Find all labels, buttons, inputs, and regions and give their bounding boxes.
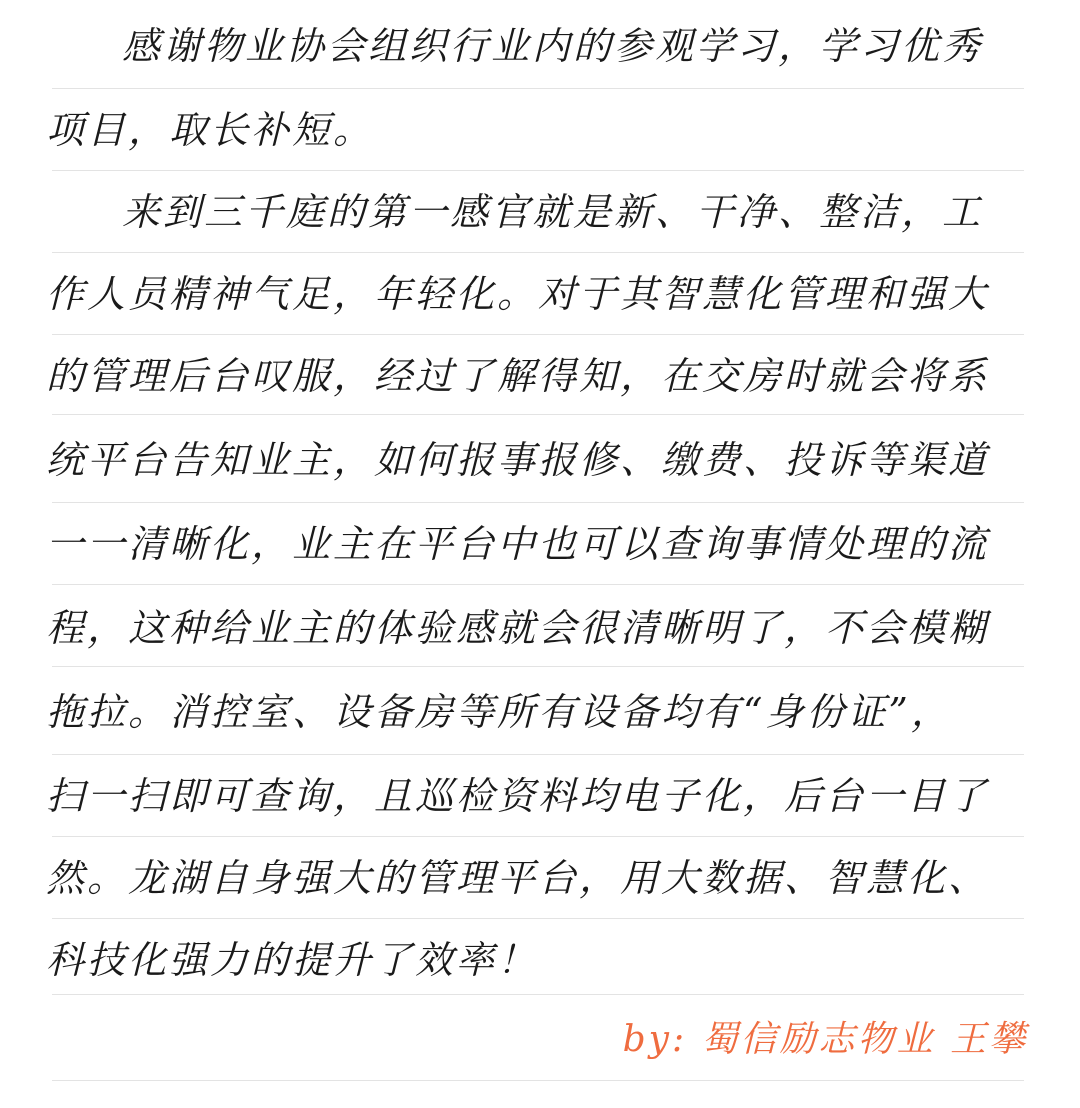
ruled-line	[52, 252, 1024, 253]
text-line: 科技化强力的提升了效率！	[46, 938, 539, 982]
text-line: 一一清晰化，业主在平台中也可以查询事情处理的流	[46, 522, 990, 566]
ruled-line	[52, 502, 1024, 503]
text-line: 来到三千庭的第一感官就是新、干净、整洁，工	[122, 190, 984, 234]
text-line: 然。龙湖自身强大的管理平台，用大数据、智慧化、	[46, 856, 990, 900]
text-line: 作人员精神气足，年轻化。对于其智慧化管理和强大	[46, 272, 990, 316]
ruled-line	[52, 88, 1024, 89]
ruled-line	[52, 584, 1024, 585]
text-line: 的管理后台叹服，经过了解得知，在交房时就会将系	[46, 354, 990, 398]
text-line: 统平台告知业主，如何报事报修、缴费、投诉等渠道	[46, 438, 990, 482]
ruled-line	[52, 334, 1024, 335]
ruled-line	[52, 836, 1024, 837]
text-line: 扫一扫即可查询，且巡检资料均电子化，后台一目了	[46, 774, 990, 818]
signature: by: 蜀信励志物业 王攀	[622, 1019, 1028, 1060]
text-line: 程，这种给业主的体验感就会很清晰明了，不会模糊	[46, 606, 990, 650]
ruled-line	[52, 994, 1024, 995]
text-line: 项目，取长补短。	[46, 108, 375, 152]
ruled-line	[52, 1080, 1024, 1081]
text-line: 感谢物业协会组织行业内的参观学习，学习优秀	[122, 24, 984, 68]
text-line: 拖拉。消控室、设备房等所有设备均有“身份证”，	[46, 690, 952, 734]
ruled-line	[52, 918, 1024, 919]
ruled-line	[52, 170, 1024, 171]
ruled-line	[52, 666, 1024, 667]
ruled-line	[52, 414, 1024, 415]
ruled-line	[52, 754, 1024, 755]
